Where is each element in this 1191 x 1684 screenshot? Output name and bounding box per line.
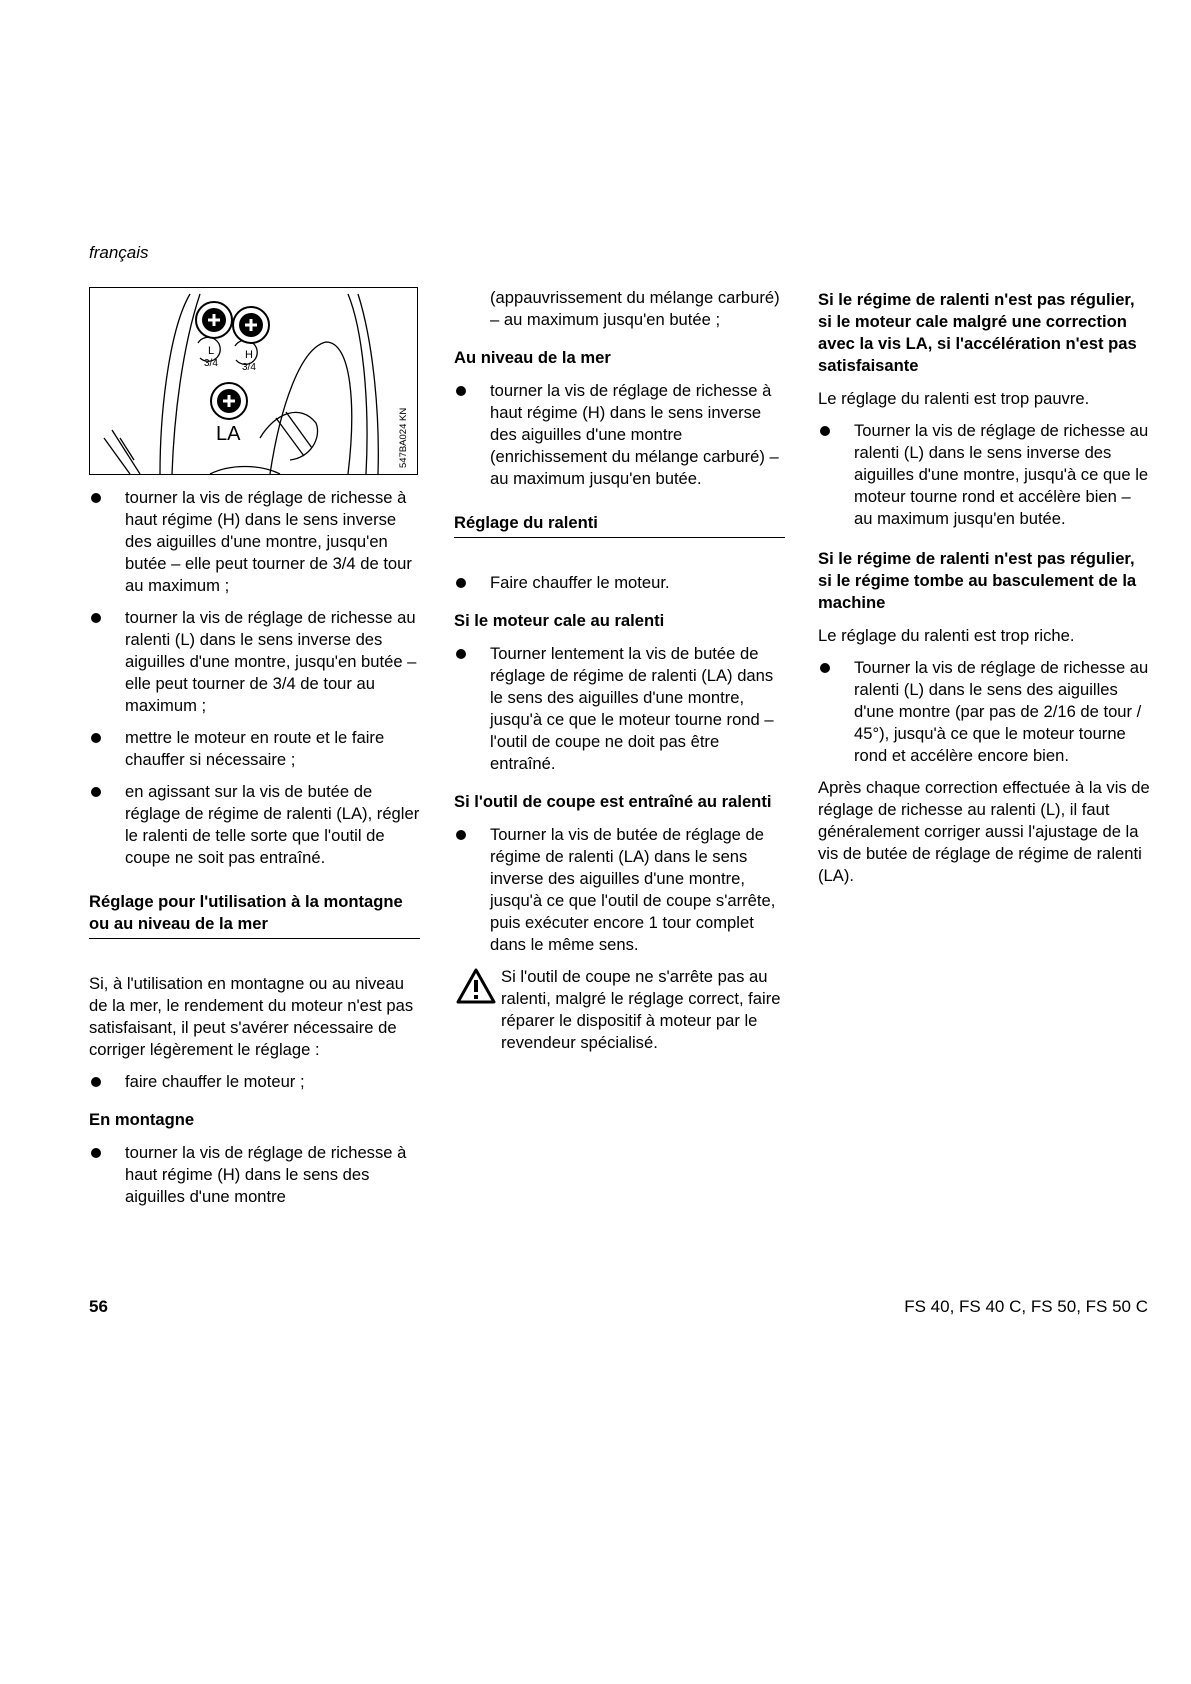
column-2 xyxy=(454,287,785,1054)
bullet-icon xyxy=(456,830,466,840)
irregular-lean-heading: Si le régime de ralenti n'est pas régulier, si le moteur cale malgré une correction avec la vis LA, si l'accélération n'est pas satisfaisante xyxy=(818,290,1137,375)
sea-list xyxy=(454,380,785,490)
bullet-icon xyxy=(91,613,101,623)
carburetor-figure xyxy=(89,287,418,475)
label-l: L xyxy=(208,345,215,357)
drive-list xyxy=(454,824,785,956)
list-item: tourner la vis de réglage de richesse au ralenti (L) dans le sens inverse des aiguilles d'une montre, jusqu'en butée – elle peut tourner de 3/4 de tour au maximum ; xyxy=(89,607,420,717)
column-1 xyxy=(89,287,420,1218)
column-3 xyxy=(818,289,1153,897)
list-item: tourner la vis de réglage de richesse à haut régime (H) dans le sens inverse des aiguilles d'une montre, jusqu'en butée – elle peut tourner de 3/4 de tour au maximum ; xyxy=(89,487,420,597)
stall-list xyxy=(454,643,785,775)
language-label: français xyxy=(89,243,149,262)
carburetor-illustration xyxy=(90,288,417,474)
list-item: tourner la vis de réglage de richesse à haut régime (H) dans le sens inverse des aiguilles d'une montre (enrichissement du mélange carburé) – au maximum jusqu'en butée. xyxy=(454,380,785,490)
rich-list xyxy=(818,657,1153,767)
irregular-rich-heading: Si le régime de ralenti n'est pas régulier, si le régime tombe au basculement de la machine xyxy=(818,549,1137,612)
list-item: Tourner la vis de réglage de richesse au ralenti (L) dans le sens des aiguilles d'une montre (par pas de 2/16 de tour / 45°), jusqu'à ce que le moteur tourne rond et accélère encore bien. xyxy=(818,657,1153,767)
bullet-list-b xyxy=(89,1071,420,1093)
bullet-icon xyxy=(91,1077,101,1087)
list-item: faire chauffer le moteur ; xyxy=(89,1071,420,1093)
warning-note xyxy=(454,966,785,1054)
bullet-icon xyxy=(820,663,830,673)
list-item: Faire chauffer le moteur. xyxy=(454,572,785,594)
label-la: LA xyxy=(216,423,241,445)
lean-text: Le réglage du ralenti est trop pauvre. xyxy=(818,389,1090,408)
drive-heading: Si l'outil de coupe est entraîné au ralenti xyxy=(454,792,772,811)
after-correction-text: Après chaque correction effectuée à la vis de réglage de richesse au ralenti (L), il faut généralement corriger aussi l'ajustage de la vis de butée de réglage de régime de ralenti (LA). xyxy=(818,778,1150,885)
page-number: 56 xyxy=(89,1297,108,1316)
figure-code: 547BA024 KN xyxy=(398,407,409,468)
bullet-list-c xyxy=(89,1142,420,1208)
altitude-intro: Si, à l'utilisation en montagne ou au niveau de la mer, le rendement du moteur n'est pas satisfaisant, il peut s'avérer nécessaire de corriger légèrement le réglage : xyxy=(89,974,414,1059)
warning-text: Si l'outil de coupe ne s'arrête pas au ralenti, malgré le réglage correct, faire réparer le dispositif à moteur par le revendeur spécialisé. xyxy=(501,967,781,1052)
stall-heading: Si le moteur cale au ralenti xyxy=(454,611,665,630)
idle-list xyxy=(454,572,785,594)
list-item: Tourner la vis de réglage de richesse au ralenti (L) dans le sens inverse des aiguilles d'une montre, jusqu'à ce que le moteur tourne rond et accélère bien – au maximum jusqu'en butée. xyxy=(818,420,1153,530)
warning-icon xyxy=(456,968,496,1004)
label-h-fraction: 3/4 xyxy=(242,362,256,373)
bullet-icon xyxy=(456,386,466,396)
list-item: Tourner lentement la vis de butée de réglage de régime de ralenti (LA) dans le sens des aiguilles d'une montre, jusqu'à ce que le moteur tourne rond – l'outil de coupe ne doit pas être entraîné. xyxy=(454,643,785,775)
lean-list xyxy=(818,420,1153,530)
bullet-icon xyxy=(820,426,830,436)
idle-heading: Réglage du ralenti xyxy=(454,512,785,538)
bullet-icon xyxy=(456,578,466,588)
mountain-heading: En montagne xyxy=(89,1110,195,1129)
bullet-icon xyxy=(91,787,101,797)
bullet-icon xyxy=(456,649,466,659)
bullet-icon xyxy=(91,493,101,503)
sea-heading: Au niveau de la mer xyxy=(454,348,611,367)
section-heading-altitude: Réglage pour l'utilisation à la montagne ou au niveau de la mer xyxy=(89,891,420,939)
list-item: Tourner la vis de butée de réglage de régime de ralenti (LA) dans le sens inverse des aiguilles d'une montre, jusqu'à ce que l'outil de coupe s'arrête, puis exécuter encore 1 tour complet dans le même sens. xyxy=(454,824,785,956)
bullet-list-a xyxy=(89,487,420,869)
list-item: tourner la vis de réglage de richesse à haut régime (H) dans le sens des aiguilles d'une montre xyxy=(89,1142,420,1208)
label-l-fraction: 3/4 xyxy=(204,358,218,369)
label-h: H xyxy=(245,349,253,361)
rich-text: Le réglage du ralenti est trop riche. xyxy=(818,626,1075,645)
list-item: en agissant sur la vis de butée de réglage de régime de ralenti (LA), régler le ralenti de telle sorte que l'outil de coupe ne soit pas entraîné. xyxy=(89,781,420,869)
model-designation: FS 40, FS 40 C, FS 50, FS 50 C xyxy=(904,1297,1148,1316)
bullet-icon xyxy=(91,733,101,743)
list-item: mettre le moteur en route et le faire chauffer si nécessaire ; xyxy=(89,727,420,771)
bullet-icon xyxy=(91,1148,101,1158)
continuation-text: (appauvrissement du mélange carburé) – au maximum jusqu'en butée ; xyxy=(490,288,780,329)
